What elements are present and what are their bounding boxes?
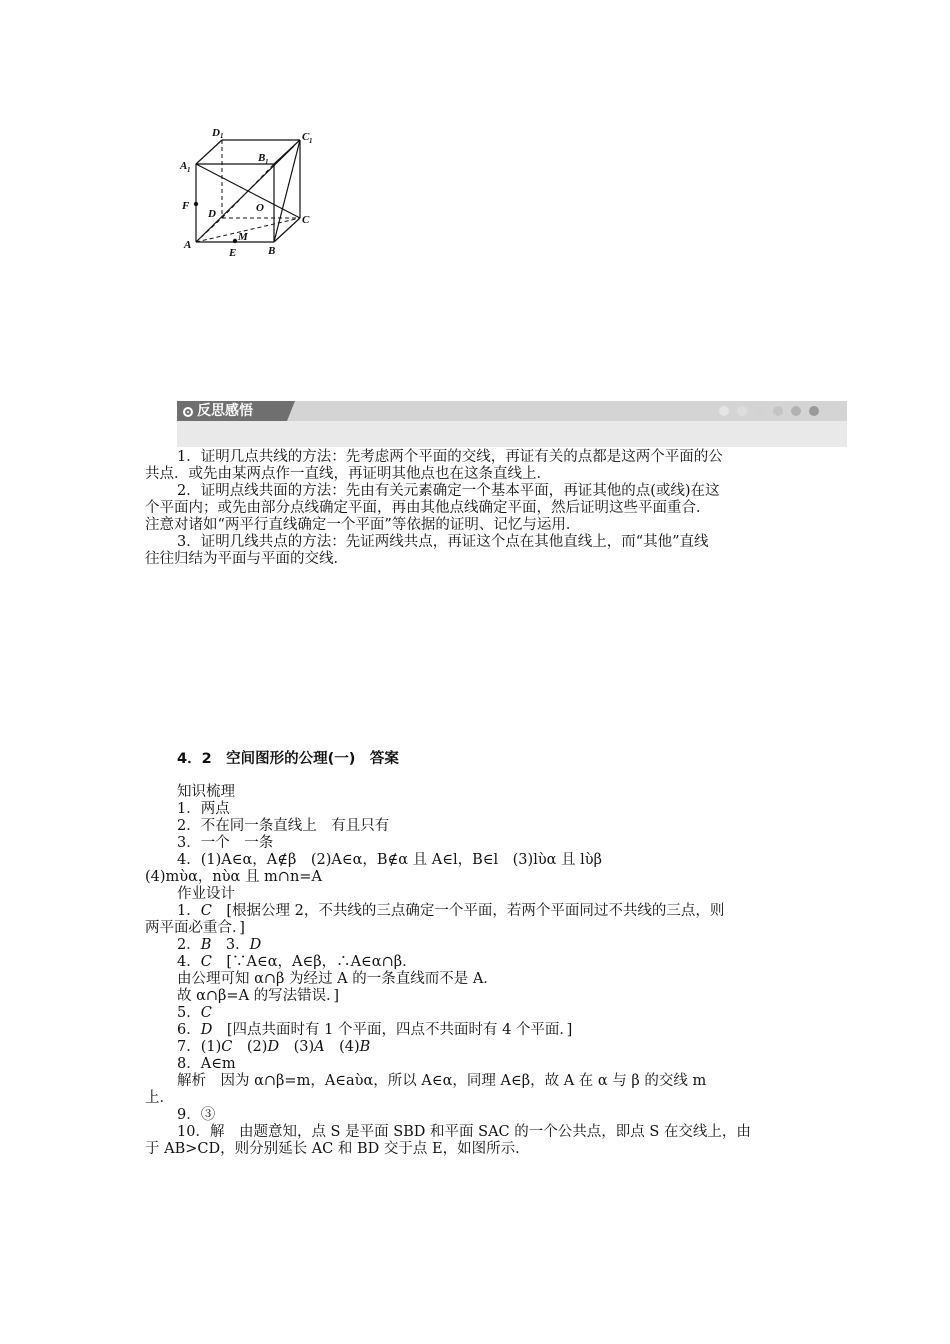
svg-text:1: 1 <box>265 158 269 166</box>
decor-dot <box>737 406 747 416</box>
answer-line: 2．不在同一条直线上 有且只有 <box>177 818 390 834</box>
svg-text:1: 1 <box>187 166 191 174</box>
label-E: E <box>229 247 237 259</box>
line-AC1 <box>196 146 294 242</box>
banner-title: 反思感悟 <box>177 401 287 421</box>
answer-line: 由公理可知 α∩β 为经过 A 的一条直线而不是 A． <box>177 971 498 987</box>
knowledge-heading: 知识梳理 <box>177 784 235 800</box>
edge-B1C1 <box>274 140 300 164</box>
answer-line: 上． <box>145 1090 174 1106</box>
answer-item: 5．C <box>177 1005 212 1021</box>
decor-dot <box>719 406 729 416</box>
reflection-line: 3．证明几线共点的方法：先证两线共点，再证这个点在其他直线上，而“其他”直线 <box>177 534 709 550</box>
label-C: C <box>302 214 310 226</box>
answer-line: 1．两点 <box>177 801 230 817</box>
label-O: O <box>256 202 264 214</box>
answer-item: 7．(1)C (2)D (3)A (4)B <box>177 1039 371 1055</box>
answer-item: 2．B 3．D <box>177 937 262 953</box>
reflection-line: 1．证明几点共线的方法：先考虑两个平面的交线，再证有关的点都是这两个平面的公 <box>177 449 723 465</box>
label-F: F <box>182 200 190 212</box>
reflection-line: 注意对诸如“两平行直线确定一个平面”等依据的证明、记忆与运用． <box>145 517 581 533</box>
reflection-line: 共点．或先由某两点作一直线，再证明其他点也在这条直线上． <box>145 466 551 482</box>
label-C1: C <box>302 131 310 143</box>
answer-line: 9．③ <box>177 1107 216 1123</box>
label-B1: B <box>258 152 266 164</box>
answer-line: 4．(1)A∈α，A∉β (2)A∈α，B∉α 且 A∈l，B∈l (3)lὺα 且 lὺβ <box>177 852 602 868</box>
edge-A1D1 <box>196 140 222 164</box>
section-title: 4．2 空间图形的公理(一) 答案 <box>177 751 399 767</box>
homework-heading: 作业设计 <box>177 886 235 902</box>
answer-line: (4)mὺα，nὺα 且 m∩n=A <box>145 869 322 885</box>
answer-line: 8．A∈m <box>177 1056 236 1072</box>
answer-line: 故 α∩β=A 的写法错误．] <box>177 988 340 1004</box>
label-B: B <box>268 245 276 257</box>
svg-text:1: 1 <box>309 137 313 145</box>
label-D1: D <box>212 127 220 139</box>
reflection-line: 2．证明点线共面的方法：先由有关元素确定一个基本平面，再证其他的点(或线)在这 <box>177 483 720 499</box>
target-icon <box>183 407 193 417</box>
diag-AC <box>196 218 300 242</box>
reflection-banner <box>177 401 847 447</box>
label-A1: A <box>180 160 188 172</box>
answer-item: 4．C [∵A∈α，A∈β，∴A∈α∩β． <box>177 954 417 970</box>
answer-line: 3．一个 一条 <box>177 835 274 851</box>
label-A: A <box>184 239 192 251</box>
decor-dot <box>773 406 783 416</box>
answer-line: 于 AB>CD，则分别延长 AC 和 BD 交于点 E，如图所示． <box>145 1141 530 1157</box>
answer-item: 1．C [根据公理 2，不共线的三点确定一个平面，若两个平面同过不共线的三点，则 <box>177 903 725 919</box>
label-M: M <box>238 231 248 243</box>
edge-BC <box>274 218 300 242</box>
reflection-line: 往往归结为平面与平面的交线． <box>145 551 348 567</box>
point-F <box>194 202 198 206</box>
svg-text:1: 1 <box>220 132 224 140</box>
diag-BC1 <box>274 140 300 242</box>
decor-dot <box>791 406 801 416</box>
decor-dot <box>755 406 765 416</box>
answer-item: 6．D [四点共面时有 1 个平面，四点不共面时有 4 个平面．] <box>177 1022 573 1038</box>
reflection-line: 个平面内；或先由部分点线确定平面，再由其他点线确定平面，然后证明这些平面重合． <box>145 500 711 516</box>
cube-figure <box>176 124 326 264</box>
point-M <box>233 239 237 243</box>
decor-dot <box>809 406 819 416</box>
answer-line: 解析 因为 α∩β=m，A∈aὺα，所以 A∈α，同理 A∈β，故 A 在 α 与 β 的交线 m <box>177 1073 707 1089</box>
diag-DB1 <box>222 164 274 218</box>
label-D: D <box>208 208 216 220</box>
answer-line: 两平面必重合．] <box>145 920 245 936</box>
answer-line: 10．解 由题意知，点 S 是平面 SBD 和平面 SAC 的一个公共点，即点 S 在交线上，由 <box>177 1124 751 1140</box>
